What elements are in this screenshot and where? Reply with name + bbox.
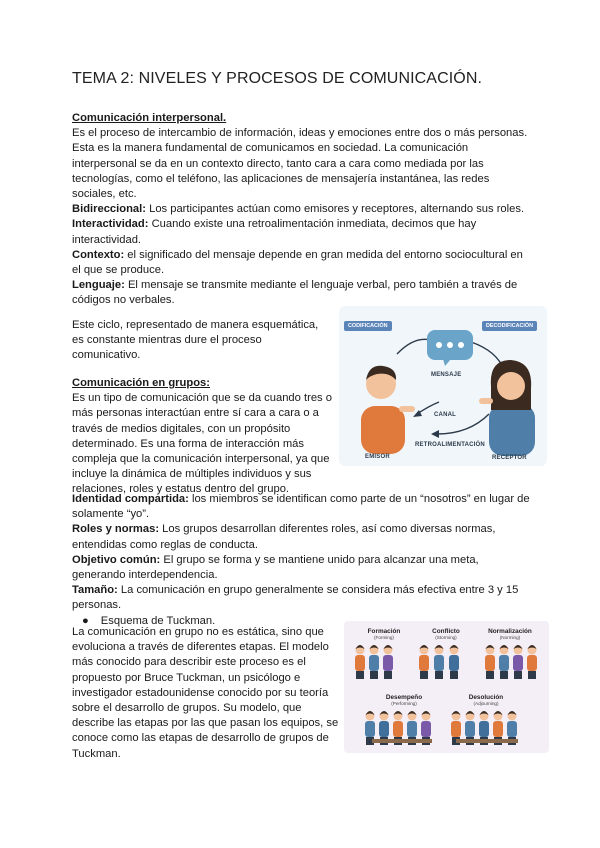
item-lenguaje xyxy=(72,278,534,308)
stage-sub: (Storming) xyxy=(435,635,457,640)
term-label: Objetivo común: xyxy=(72,553,161,566)
page-title: TEMA 2: NIVELES Y PROCESOS DE COMUNICACIÓN. xyxy=(72,70,483,87)
arrow-head-icon xyxy=(431,430,439,438)
stage-sub: (Performing) xyxy=(391,701,417,706)
term-label: Bidireccional: xyxy=(72,203,146,216)
cycle-text: Este ciclo, representado de manera esquemática, es constante mientras dure el proceso comunicativo. xyxy=(72,319,319,362)
canal-label: CANAL xyxy=(434,412,456,418)
item-tamano xyxy=(72,583,534,613)
person-icon xyxy=(419,645,429,679)
emisor-person-icon xyxy=(361,366,415,454)
table-icon xyxy=(372,739,432,743)
item-objetivo xyxy=(72,553,534,583)
stage-name: Conflicto xyxy=(432,628,460,635)
item-roles xyxy=(72,522,534,552)
decodificacion-tag: DECODIFICACIÓN xyxy=(482,321,537,331)
term-text: los miembros se identifican como parte de un “nosotros” en lugar de solamente “yo”. xyxy=(72,493,530,521)
stage-sub: (Adjourning) xyxy=(473,701,499,706)
communication-diagram xyxy=(339,306,547,466)
grupos-intro-block xyxy=(72,376,334,498)
person-icon xyxy=(434,645,444,679)
person-icon xyxy=(513,645,523,679)
stage-name: Desolución xyxy=(468,694,504,701)
receptor-label: RECEPTOR xyxy=(492,455,527,461)
term-label: Interactividad: xyxy=(72,218,149,231)
person-icon xyxy=(499,645,509,679)
interpersonal-section xyxy=(72,111,534,309)
stage-sub: (Forming) xyxy=(374,635,394,640)
term-text: El mensaje se transmite mediante el lenguaje verbal, pero también a través de códigos no verbales. xyxy=(72,279,518,307)
person-icon xyxy=(449,645,459,679)
table-icon xyxy=(456,739,518,743)
retroalimentacion-label: RETROALIMENTACIÓN xyxy=(415,442,485,448)
term-text: La comunicación en grupo generalmente se considera más efectiva entre 3 y 15 personas. xyxy=(72,584,519,612)
item-identidad xyxy=(72,492,534,522)
term-label: Roles y normas: xyxy=(72,523,160,536)
tuckman-text: La comunicación en grupo no es estática, sino que evoluciona a través de diferentes etapas. El modelo más conocido para describir este proceso es el propuesto por Bruce Tuckman, un psicólogo e investigador estadounidense conocido por su teoría sobre el desarrollo de grupos. Su modelo, que describe las etapas por las que pasan los equipos, se conoce como las etapas de desarrollo de grupos de Tuckman. xyxy=(72,626,339,760)
stage-sub: (Norming) xyxy=(499,635,521,640)
interpersonal-heading: Comunicación interpersonal. xyxy=(72,112,227,124)
bullet-icon: ● xyxy=(82,614,89,627)
item-interactividad xyxy=(72,217,534,247)
person-icon xyxy=(355,645,365,679)
stage-name: Desempeño xyxy=(385,694,423,701)
term-label: Contexto: xyxy=(72,248,125,261)
people-illustration xyxy=(344,621,549,753)
person-icon xyxy=(485,645,495,679)
codificacion-tag: CODIFICACIÓN xyxy=(344,321,392,331)
mensaje-label: MENSAJE xyxy=(431,372,462,378)
term-label: Identidad compartida: xyxy=(72,493,189,505)
person-icon xyxy=(369,645,379,679)
term-text: El grupo se forma y se mantiene unido para alcanzar una meta, generando interdependencia. xyxy=(72,553,479,582)
emisor-label: EMISOR xyxy=(365,454,390,460)
grupos-heading: Comunicación en grupos: xyxy=(72,377,210,389)
term-text: el significado del mensaje depende en gran medida del entorno sociocultural en el que se produce. xyxy=(72,248,523,277)
stage-name: Normalización xyxy=(488,628,532,635)
item-bidireccional xyxy=(72,202,534,217)
arrow-icon xyxy=(397,339,431,354)
grupos-intro: Es un tipo de comunicación que se da cuando tres o más personas interactúan entre sí cara a cara o a través de medios digitales, con un propósito determinado. Es una forma de interacción más compleja que la comunicación interpersonal, ya que incluye la dinámica de múltiples individuos y sus relaciones, roles y estatus dentro del grupo. xyxy=(72,392,332,496)
term-text: Los grupos desarrollan diferentes roles, así como diversas normas, entendidas como reglas de conducta. xyxy=(72,523,496,551)
tuckman-diagram xyxy=(344,621,549,753)
person-icon xyxy=(383,645,393,679)
item-contexto xyxy=(72,248,534,278)
bullet-text: Esquema de Tuckman. xyxy=(100,614,216,627)
stage-name: Formación xyxy=(367,628,401,635)
interpersonal-intro: Es el proceso de intercambio de información, ideas y emociones entre dos o más personas. Esta es la manera fundamental de comunicamos en sociedad. La comunicación interpersonal se da en un contexto directo, tanto cara a cara como mediada por las tecnologías, como el teléfono, las aplicaciones de mensajería instantánea, las redes sociales, etc. xyxy=(72,127,528,201)
term-label: Tamaño: xyxy=(72,584,118,597)
term-text: Los participantes actúan como emisores y receptores, alternando sus roles. xyxy=(145,203,525,216)
term-text: Cuando existe una retroalimentación inmediata, decimos que hay interactividad. xyxy=(72,218,477,246)
receptor-person-icon xyxy=(479,360,535,456)
person-icon xyxy=(527,645,537,679)
grupos-items xyxy=(72,492,534,629)
term-label: Lenguaje: xyxy=(72,279,125,292)
